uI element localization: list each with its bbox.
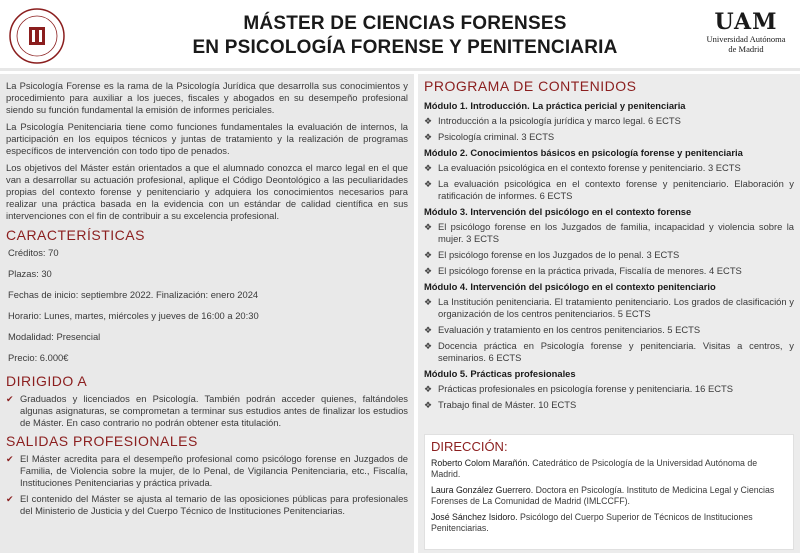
module-title: Módulo 4. Intervención del psicólogo en el contexto penitenciario bbox=[424, 281, 716, 292]
direccion-box bbox=[424, 434, 794, 550]
director-name: Roberto Colom Marañón. bbox=[431, 458, 530, 468]
uam-logo-mark: UAM bbox=[714, 9, 778, 35]
caracteristicas-heading: CARACTERÍSTICAS bbox=[6, 227, 145, 243]
caracteristica-item: Precio: 6.000€ bbox=[8, 352, 69, 363]
dirigido-text: Graduados y licenciados en Psicología. También podrán acceder quienes, faltándoles algunas asignaturas, se comprometan a terminar sus estudios antes de finalizar los estudios de Máster. En caso contrario no podrán obtener esta titulación. bbox=[20, 393, 408, 428]
list-item bbox=[424, 178, 794, 202]
diamond-bullet-icon: ❖ bbox=[424, 132, 433, 142]
list-item bbox=[424, 115, 794, 127]
list-item bbox=[6, 453, 408, 489]
caracteristica-item: Plazas: 30 bbox=[8, 268, 52, 279]
list-item bbox=[424, 249, 794, 261]
module-item-text: Evaluación y tratamiento en los centros penitenciarios. 5 ECTS bbox=[438, 324, 701, 335]
salidas-text: El contenido del Máster se ajusta al temario de las oposiciones públicas para profesionales del Ministerio de Justicia y del Cuerpo Técnico de Instituciones Penitenciarias. bbox=[20, 493, 408, 516]
module-item-text: Psicología criminal. 3 ECTS bbox=[438, 131, 555, 142]
module-title: Módulo 5. Prácticas profesionales bbox=[424, 368, 576, 379]
header-divider bbox=[0, 68, 800, 71]
diamond-bullet-icon: ❖ bbox=[424, 266, 433, 276]
list-item bbox=[424, 324, 794, 336]
uam-logo bbox=[706, 10, 786, 54]
dirigido-heading: DIRIGIDO A bbox=[6, 373, 88, 389]
list-item bbox=[424, 296, 794, 320]
university-seal-icon bbox=[6, 6, 68, 66]
title-line-2: EN PSICOLOGÍA FORENSE Y PENITENCIARIA bbox=[192, 37, 618, 58]
module-item-text: El psicólogo forense en los Juzgados de familia, incapacidad y violencia sobre la mujer. 3 ECTS bbox=[438, 221, 794, 244]
module-item-text: Docencia práctica en Psicología forense y penitenciaria. Visitas a centros, y seminarios. 6 ECTS bbox=[438, 340, 794, 363]
list-item bbox=[424, 221, 794, 245]
module-item-text: El psicólogo forense en la práctica privada, Fiscalía de menores. 4 ECTS bbox=[438, 265, 742, 276]
left-column bbox=[0, 74, 414, 553]
intro-paragraph: La Psicología Penitenciaria tiene como funciones fundamentales la evaluación de internos, la participación en los equipos técnicos y juntas de tratamiento y la realización de programas específicos de intervención con todo tipo de penados. bbox=[6, 121, 408, 156]
uam-name-line-1: Universidad Autónoma bbox=[706, 34, 786, 44]
list-item bbox=[424, 131, 794, 143]
caracteristica-item: Horario: Lunes, martes, miércoles y jueves de 16:00 a 20:30 bbox=[8, 310, 259, 321]
diamond-bullet-icon: ❖ bbox=[424, 179, 433, 189]
director-entry bbox=[431, 512, 787, 534]
module-item-text: La Institución penitenciaria. El tratamiento penitenciario. Los grados de clasificación y organización de los centros penitenciarios. 5 ECTS bbox=[438, 296, 794, 319]
check-bullet-icon: ✔ bbox=[6, 454, 14, 464]
director-desc: Doctora en Psicología. Instituto de Medicina Legal y Ciencias Forenses de La Comunidad de Madrid (IMLCCFF). bbox=[431, 485, 775, 506]
intro-paragraph: Los objetivos del Máster están orientados a que el alumnado conozca el marco legal en el que van a desarrollar su actuación profesional, aplique el Código Deontológico a las peculiaridades propias del contexto forense y penitenciario y adquiera los conocimientos necesarios para realizar una práctica basada en la evidencia con un estándar de calidad científica en sus intervenciones con el fin de contribuir a su excelencia profesional. bbox=[6, 162, 408, 221]
director-name: Laura González Guerrero. bbox=[431, 485, 534, 495]
header bbox=[0, 0, 800, 70]
check-bullet-icon: ✔ bbox=[6, 494, 14, 504]
title-line-1: MÁSTER DE CIENCIAS FORENSES bbox=[243, 13, 567, 34]
salidas-text: El Máster acredita para el desempeño profesional como psicólogo forense en Juzgados de Familia, de Violencia sobre la mujer, de lo Penal, de Vigilancia Penitenciaria, etc., Fiscalía, Instituciones Penitenciarias y práctica privada. bbox=[20, 453, 408, 488]
diamond-bullet-icon: ❖ bbox=[424, 222, 433, 232]
diamond-bullet-icon: ❖ bbox=[424, 297, 433, 307]
list-item bbox=[424, 265, 794, 277]
module-item-text: Trabajo final de Máster. 10 ECTS bbox=[438, 399, 577, 410]
page-title bbox=[180, 12, 630, 60]
uam-name-line-2: de Madrid bbox=[728, 44, 764, 54]
module-title: Módulo 3. Intervención del psicólogo en el contexto forense bbox=[424, 206, 692, 217]
list-item bbox=[424, 383, 794, 395]
caracteristica-item: Créditos: 70 bbox=[8, 247, 59, 258]
diamond-bullet-icon: ❖ bbox=[424, 341, 433, 351]
module-item-text: Prácticas profesionales en psicología forense y penitenciaria. 16 ECTS bbox=[438, 383, 733, 394]
director-desc: Psicólogo del Cuerpo Superior de Técnicos de Instituciones Penitenciarias. bbox=[431, 512, 753, 533]
list-item bbox=[424, 399, 794, 411]
salidas-heading: SALIDAS PROFESIONALES bbox=[6, 433, 198, 449]
list-item bbox=[6, 393, 408, 429]
director-desc: Catedrático de Psicología de la Universidad Autónoma de Madrid. bbox=[431, 458, 758, 479]
diamond-bullet-icon: ❖ bbox=[424, 163, 433, 173]
module-item-text: Introducción a la psicología jurídica y marco legal. 6 ECTS bbox=[438, 115, 681, 126]
right-column bbox=[418, 74, 800, 553]
check-bullet-icon: ✔ bbox=[6, 394, 14, 404]
module-item-text: La evaluación psicológica en el contexto forense y penitenciario. 3 ECTS bbox=[438, 162, 741, 173]
list-item bbox=[424, 340, 794, 364]
director-entry bbox=[431, 458, 787, 480]
caracteristica-item: Fechas de inicio: septiembre 2022. Finalización: enero 2024 bbox=[8, 289, 259, 300]
module-item-text: La evaluación psicológica en el contexto forense y penitenciario. Elaboración y ratificación de informes. 6 ECTS bbox=[438, 178, 794, 201]
programa-heading: PROGRAMA DE CONTENIDOS bbox=[424, 78, 637, 94]
director-entry bbox=[431, 485, 787, 507]
module-title: Módulo 1. Introducción. La práctica pericial y penitenciaria bbox=[424, 100, 686, 111]
module-item-text: El psicólogo forense en los Juzgados de lo penal. 3 ECTS bbox=[438, 249, 680, 260]
direccion-heading: DIRECCIÓN: bbox=[431, 439, 508, 454]
module-title: Módulo 2. Conocimientos básicos en psicología forense y penitenciaria bbox=[424, 147, 743, 158]
diamond-bullet-icon: ❖ bbox=[424, 384, 433, 394]
diamond-bullet-icon: ❖ bbox=[424, 325, 433, 335]
intro-paragraph: La Psicología Forense es la rama de la Psicología Jurídica que desarrolla sus conocimientos y procedimiento para auxiliar a los jueces, fiscales y abogados en su desempeño profesional siendo su función fundamental la emisión de informes periciales. bbox=[6, 80, 408, 115]
diamond-bullet-icon: ❖ bbox=[424, 400, 433, 410]
caracteristica-item: Modalidad: Presencial bbox=[8, 331, 101, 342]
list-item bbox=[424, 162, 794, 174]
list-item bbox=[6, 493, 408, 517]
diamond-bullet-icon: ❖ bbox=[424, 250, 433, 260]
diamond-bullet-icon: ❖ bbox=[424, 116, 433, 126]
director-name: José Sánchez Isidoro. bbox=[431, 512, 518, 522]
